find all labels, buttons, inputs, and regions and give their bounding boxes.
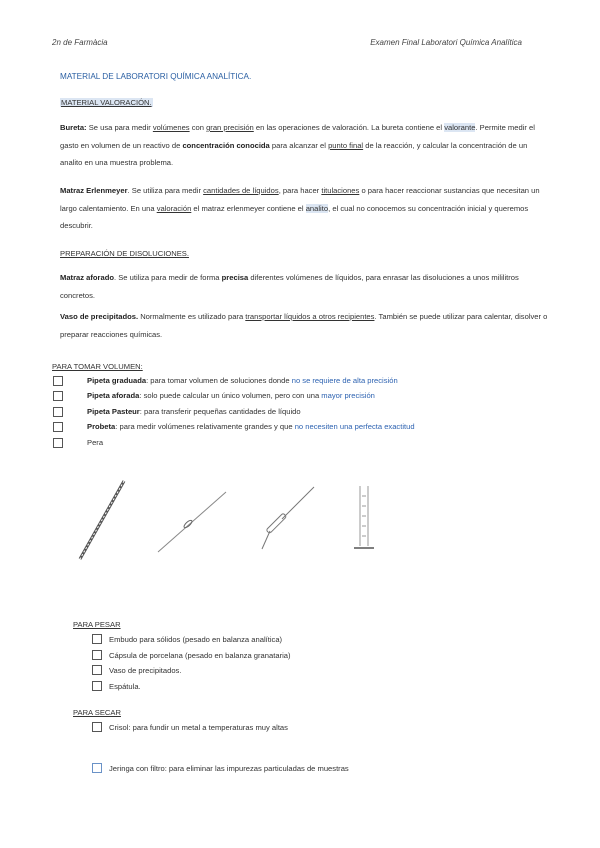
item-blue-text: no se requiere de alta precisión [291, 376, 398, 385]
probeta-illustration [352, 482, 378, 554]
underlined-text: cantidades de líquidos [203, 186, 279, 195]
text: o para hacer reaccionar sustancias que necesitan un largo calentamiento. En una [60, 186, 540, 213]
section-secar: PARA SECAR [73, 708, 121, 717]
checkbox-embudo[interactable] [92, 634, 102, 644]
checkbox-jeringa[interactable] [92, 763, 102, 773]
highlighted-text: analito [305, 203, 329, 213]
list-item: Jeringa con filtro: para eliminar las impurezas particuladas de muestras [109, 764, 349, 773]
text: el matraz erlenmeyer contiene el [191, 203, 306, 213]
checkbox-pipeta-aforada[interactable] [53, 391, 63, 401]
item-blue-text: no necesiten una perfecta exactitud [294, 422, 415, 431]
item-term: Probeta [87, 422, 116, 431]
bureta-paragraph [60, 119, 550, 172]
item-text: : para transferir pequeñas cantidades de líquido [139, 407, 301, 416]
text: . Se utiliza para medir [127, 186, 204, 195]
text: , el cual no conocemos su concentración inicial y queremos descubrir. [60, 203, 529, 230]
text: . Se utiliza para medir de forma [114, 273, 222, 282]
aforado-term: Matraz aforado [60, 273, 115, 282]
item-term: Pipeta aforada [87, 391, 140, 400]
text: . Permite medir el gasto en volumen de un reactivo de [60, 123, 535, 150]
underlined-text: punto final [328, 140, 364, 150]
highlighted-text: valorante [444, 123, 476, 132]
checkbox-pera[interactable] [53, 438, 63, 448]
text: , para hacer [278, 186, 322, 195]
list-item [87, 422, 415, 431]
pipeta-graduada-illustration [70, 475, 130, 565]
list-item: Espátula. [109, 682, 141, 691]
text: de la reacción, y calcular la concentración de un analito en una muestra problema. [60, 140, 528, 167]
section-preparacion: PREPARACIÓN DE DISOLUCIONES. [60, 249, 189, 258]
text: para alcanzar el [269, 140, 329, 150]
section-pesar: PARA PESAR [73, 620, 121, 629]
checkbox-crisol[interactable] [92, 722, 102, 732]
list-item: Vaso de precipitados. [109, 666, 182, 675]
checkbox-pipeta-graduada[interactable] [53, 376, 63, 386]
list-item [87, 438, 103, 447]
vaso-paragraph [60, 308, 550, 343]
header-left: 2n de Farmàcia [52, 38, 108, 47]
section-volumen: PARA TOMAR VOLUMEN: [52, 362, 143, 371]
bold-text: concentración conocida [182, 140, 270, 150]
checkbox-vaso[interactable] [92, 665, 102, 675]
checkbox-espatula[interactable] [92, 681, 102, 691]
list-item: Cápsula de porcelana (pesado en balanza granataria) [109, 651, 291, 660]
item-text: : para medir volúmenes relativamente grandes y que [115, 422, 295, 431]
text: diferentes volúmenes de líquidos, para enrasar las disoluciones a unos mililitros concretos. [60, 273, 519, 300]
item-term: Pipeta graduada [87, 376, 147, 385]
section-valoracion: MATERIAL VALORACIÓN. [61, 98, 152, 107]
item-blue-text: mayor precisión [321, 391, 375, 400]
text: Normalmente es utilizado para [138, 312, 246, 321]
text: con [189, 123, 207, 132]
list-item: Crisol: para fundir un metal a temperaturas muy altas [109, 723, 288, 732]
underlined-text: volúmenes [152, 123, 190, 132]
bureta-term: Bureta: [60, 123, 87, 132]
page-title: MATERIAL DE LABORATORI QUÍMICA ANALÍTICA. [60, 72, 252, 81]
pipeta-aforada-illustration [152, 488, 232, 558]
erlenmeyer-term: Matraz Erlenmeyer [60, 186, 128, 195]
list-item [87, 376, 398, 385]
underlined-text: valoración [156, 203, 192, 213]
bold-text: precisa [221, 273, 249, 282]
item-term: Pipeta Pasteur [87, 407, 140, 416]
vaso-term: Vaso de precipitados. [60, 312, 139, 321]
checkbox-capsula[interactable] [92, 650, 102, 660]
text: . También se puede utilizar para calentar, disolver o preparar reacciones químicas. [60, 312, 548, 339]
erlenmeyer-paragraph [60, 182, 550, 235]
pipeta-pasteur-illustration [258, 485, 318, 560]
list-item [87, 407, 301, 416]
list-item: Embudo para sólidos (pesado en balanza analítica) [109, 635, 283, 644]
header-right: Examen Final Laboratori Química Analítica [370, 38, 522, 47]
item-text: : para tomar volumen de soluciones donde [146, 376, 292, 385]
text: en las operaciones de valoración. La bureta contiene el [253, 123, 445, 132]
checkbox-pipeta-pasteur[interactable] [53, 407, 63, 417]
aforado-paragraph [60, 269, 550, 304]
item-text: : solo puede calcular un único volumen, pero con una [139, 391, 322, 400]
text: Se usa para medir [86, 123, 153, 132]
underlined-text: transportar líquidos a otros recipientes [245, 312, 375, 321]
underlined-text: titulaciones [321, 186, 360, 195]
list-item [87, 391, 375, 400]
item-text: Pera [87, 438, 104, 447]
checkbox-probeta[interactable] [53, 422, 63, 432]
underlined-text: gran precisión [206, 123, 254, 132]
